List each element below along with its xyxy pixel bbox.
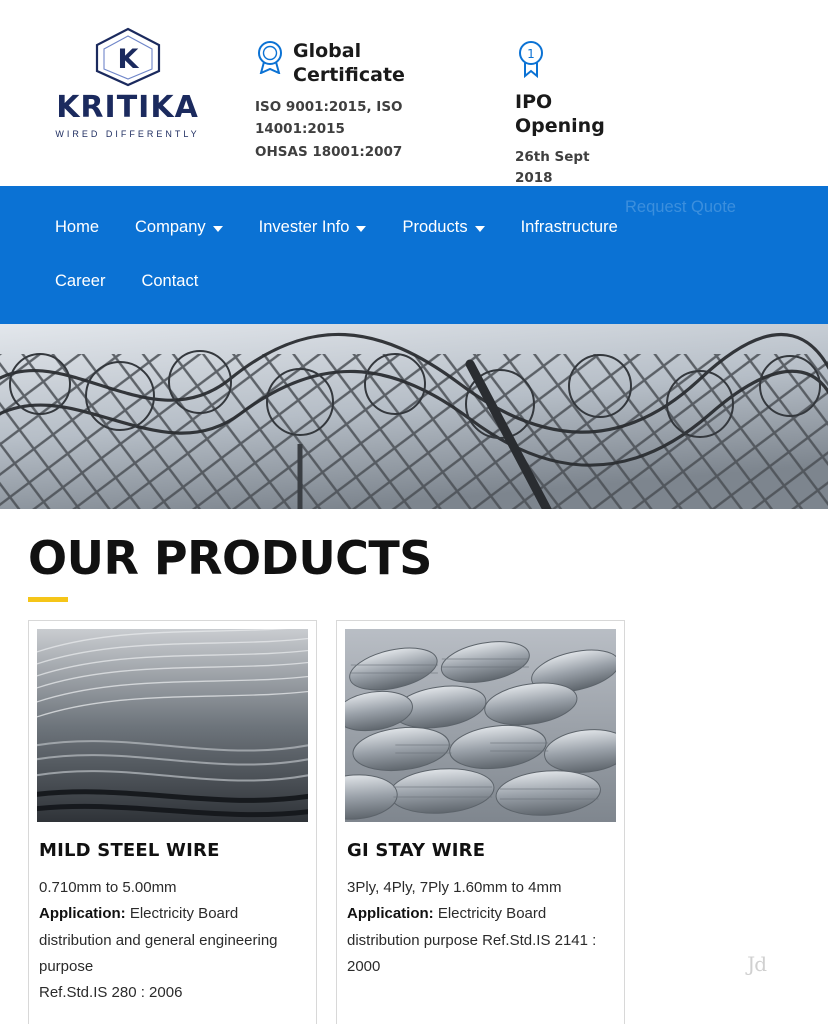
application-text: Electricity Board distribution and general engineering purpose [39,905,278,975]
global-certificate-block [255,18,515,164]
page-title: OUR PRODUCTS [28,531,432,585]
product-card-list [28,620,800,1024]
nav-item-label: Products [402,217,468,236]
application-label: Application: [39,905,126,923]
product-standard: Ref.Std.IS 280 : 2006 [39,984,183,1001]
product-card[interactable] [336,620,625,1024]
brand-logo[interactable] [0,18,255,139]
application-text: Electricity Board distribution purpose Ref.Std.IS 2141 : 2000 [347,905,597,975]
award-ribbon-icon [255,40,285,79]
nav-item-label: Infrastructure [520,217,618,236]
products-section [0,509,828,1024]
product-spec: 0.710mm to 5.00mm [39,879,177,896]
product-image-mild-steel-wire [37,629,308,822]
watermark: Jd [747,952,766,976]
product-description [39,875,308,1006]
brand-name: KRITIKA [56,90,199,125]
product-application [347,901,616,980]
ipo-date: 26th Sept 2018 [515,148,590,187]
nav-row-secondary [0,254,828,308]
ipo-block [515,18,715,190]
product-description [347,875,616,980]
svg-text:1: 1 [527,47,535,61]
medal-one-icon [515,40,547,85]
site-header [0,0,828,186]
chevron-down-icon [475,226,485,232]
product-image-gi-stay-wire [345,629,616,822]
chevron-down-icon [213,226,223,232]
certificate-title: Global Certificate [293,40,405,86]
nav-item-label: Contact [141,271,199,290]
application-label: Application: [347,905,434,923]
product-spec: 3Ply, 4Ply, 7Ply 1.60mm to 4mm [347,879,562,896]
hero-banner-image [0,324,828,509]
ipo-title: IPO Opening [515,91,605,137]
request-quote-button[interactable]: Request Quote [625,198,736,216]
nav-item-contact[interactable] [141,272,198,291]
certificate-line-2: OHSAS 18001:2007 [255,144,403,161]
brand-tagline: WIRED DIFFERENTLY [55,129,200,139]
hexagon-k-icon [91,26,165,88]
chevron-down-icon [356,226,366,232]
certificate-line-1: ISO 9001:2015, ISO 14001:2015 [255,98,403,138]
nav-item-infrastructure[interactable] [521,218,618,237]
title-underline [28,597,68,602]
product-card[interactable] [28,620,317,1024]
main-navigation [0,186,828,324]
product-application [39,901,308,980]
nav-item-label: Company [135,217,206,236]
nav-item-label: Career [55,271,106,290]
nav-item-company[interactable] [135,218,223,237]
nav-item-label: Invester Info [258,217,350,236]
nav-item-invester-info[interactable] [259,218,367,237]
nav-item-home[interactable] [55,218,99,237]
product-title: MILD STEEL WIRE [39,840,220,861]
product-title: GI STAY WIRE [347,840,486,861]
nav-item-label: Home [55,217,100,236]
nav-item-career[interactable] [55,272,105,291]
svg-text:K: K [117,44,138,75]
nav-item-products[interactable] [402,218,484,237]
